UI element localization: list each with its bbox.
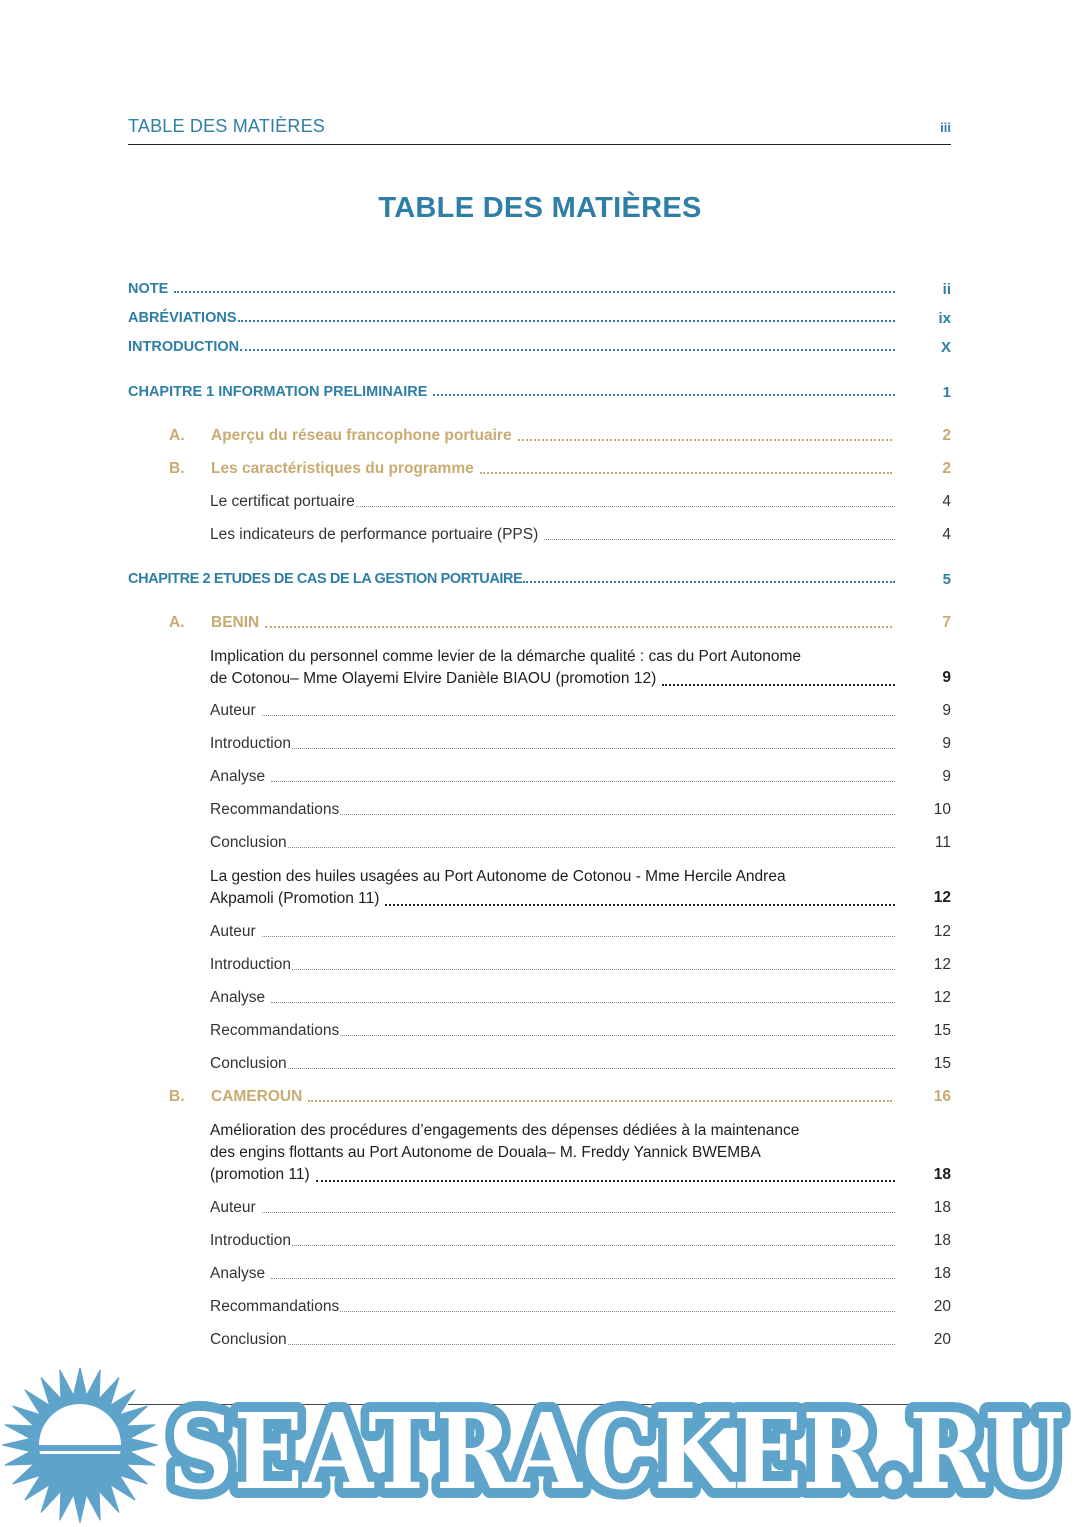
dot-leader <box>544 539 895 540</box>
watermark <box>0 1368 1080 1527</box>
toc-entry-case-2-auteur[interactable] <box>210 923 899 941</box>
toc-label: Auteur <box>210 923 256 940</box>
toc-entry-case-3-introduction[interactable] <box>210 1232 899 1250</box>
toc-page-note: ii <box>942 281 951 298</box>
dot-leader <box>340 814 895 815</box>
toc-entry-indicateurs[interactable] <box>210 526 899 544</box>
toc-entry-case-1-analyse[interactable] <box>210 768 899 786</box>
toc-page-certificat: 4 <box>942 493 951 510</box>
dot-leader <box>518 439 892 441</box>
toc-entry-case-2-analyse[interactable] <box>210 989 899 1007</box>
section-letter: A. <box>169 614 185 631</box>
dot-leader <box>292 1245 895 1246</box>
running-header-page-number: iii <box>940 120 951 135</box>
dot-leader <box>523 581 895 583</box>
dot-leader <box>262 715 895 716</box>
toc-page: 11 <box>934 834 951 851</box>
dot-leader <box>262 936 895 937</box>
dot-leader <box>265 626 892 628</box>
dot-leader <box>238 320 896 322</box>
dot-leader <box>271 1278 895 1279</box>
toc-label: Les caractéristiques du programme <box>211 460 474 477</box>
dot-leader <box>480 472 892 474</box>
toc-label: Recommandations <box>210 1298 340 1315</box>
toc-page: 12 <box>933 923 951 940</box>
watermark-text: SEATRACKER.RU <box>168 1390 1064 1513</box>
toc-page-chapter-1-b: 2 <box>942 460 951 477</box>
toc-label: INTRODUCTION <box>128 339 240 355</box>
dot-leader <box>288 847 895 848</box>
dot-leader <box>340 1311 895 1312</box>
section-letter: B. <box>169 1088 185 1105</box>
dot-leader <box>356 506 895 507</box>
running-header-title: TABLE DES MATIÈRES <box>128 116 325 136</box>
section-letter: B. <box>169 460 185 477</box>
toc-label: Analyse <box>210 1265 266 1282</box>
toc-label-line: des engins flottants au Port Autonome de Douala– M. Freddy Yannick BWEMBA <box>210 1144 761 1161</box>
dot-leader <box>262 1212 895 1213</box>
dot-leader <box>240 349 895 351</box>
toc-entry-case-3-conclusion[interactable] <box>210 1331 899 1349</box>
toc-label-line: de Cotonou– Mme Olayemi Elvire Danièle BIAOU (promotion 12) <box>210 670 657 687</box>
toc-label: ABRÉVIATIONS <box>128 310 237 326</box>
dot-leader <box>292 969 895 970</box>
toc-page: 18 <box>933 1199 951 1216</box>
toc-entry-cameroun[interactable] <box>169 1088 896 1106</box>
toc-label: Analyse <box>210 989 266 1006</box>
toc-page: 15 <box>933 1022 951 1039</box>
toc-label: Introduction <box>210 956 291 973</box>
toc-label-line: Implication du personnel comme levier de la démarche qualité : cas du Port Autonome <box>210 648 802 665</box>
toc-label: CHAPITRE 2 ETUDES DE CAS DE LA GESTION PORTUAIRE <box>128 571 523 587</box>
toc-label: CHAPITRE 1 INFORMATION PRELIMINAIRE <box>128 384 428 400</box>
toc-page: 20 <box>933 1298 951 1315</box>
dot-leader <box>340 1035 895 1036</box>
toc-label: Conclusion <box>210 1331 287 1348</box>
toc-entry-case-3-auteur[interactable] <box>210 1199 899 1217</box>
section-letter: A. <box>169 427 185 444</box>
toc-page-introduction: X <box>940 339 951 356</box>
toc-entry-chapter-1-a[interactable] <box>169 427 896 445</box>
dot-leader <box>316 1180 895 1182</box>
toc-entry-case-3-recommandations[interactable] <box>210 1298 899 1316</box>
toc-page-benin: 7 <box>942 614 951 631</box>
toc-label-line: (promotion 11) <box>210 1166 310 1183</box>
dot-leader <box>662 684 895 686</box>
toc-page: 15 <box>933 1055 951 1072</box>
dot-leader <box>385 904 895 906</box>
toc-label: Conclusion <box>210 1055 287 1072</box>
toc-entry-case-2-introduction[interactable] <box>210 956 899 974</box>
toc-label: Analyse <box>210 768 266 785</box>
sun-logo-icon <box>2 1368 158 1523</box>
toc-label: Recommandations <box>210 801 340 818</box>
toc-entry-case-1-recommandations[interactable] <box>210 801 899 819</box>
toc-entry-case-2-conclusion[interactable] <box>210 1055 899 1073</box>
dot-leader <box>308 1100 892 1102</box>
toc-entry-benin[interactable] <box>169 614 896 632</box>
toc-page: 10 <box>933 801 951 818</box>
toc-entry-case-2-recommandations[interactable] <box>210 1022 899 1040</box>
toc-entry-case-1[interactable] <box>210 646 899 690</box>
toc-page-case-1: 9 <box>942 669 951 686</box>
toc-entry-case-1-introduction[interactable] <box>210 735 899 753</box>
toc-label: Les indicateurs de performance portuaire (PPS) <box>210 526 539 543</box>
toc-label: Recommandations <box>210 1022 340 1039</box>
toc-page-chapter-2: 5 <box>942 571 951 588</box>
toc-entry-introduction[interactable] <box>128 339 899 355</box>
toc-label: NOTE <box>128 281 169 297</box>
running-header <box>128 116 951 145</box>
toc-label: CAMEROUN <box>211 1088 303 1105</box>
dot-leader <box>288 1344 895 1345</box>
toc-label: BENIN <box>211 614 260 631</box>
toc-entry-case-2[interactable] <box>210 866 899 910</box>
dot-leader <box>292 748 895 749</box>
dot-leader <box>271 1002 895 1003</box>
toc-page: 18 <box>933 1232 951 1249</box>
toc-label-line: Akpamoli (Promotion 11) <box>210 890 380 907</box>
dot-leader <box>174 291 895 293</box>
toc-page: 9 <box>942 768 951 785</box>
toc-label-line: Amélioration des procédures d’engagements des dépenses dédiées à la maintenance <box>210 1122 800 1139</box>
page-title: TABLE DES MATIÈRES <box>378 192 702 224</box>
toc-page: 18 <box>933 1265 951 1282</box>
toc-entry-chapter-1-b[interactable] <box>169 460 896 478</box>
toc-entry-case-3-analyse[interactable] <box>210 1265 899 1283</box>
toc-entry-case-1-auteur[interactable] <box>210 702 899 720</box>
toc-page: 9 <box>942 702 951 719</box>
toc-page-cameroun: 16 <box>933 1088 951 1105</box>
toc-label-line: La gestion des huiles usagées au Port Autonome de Cotonou - Mme Hercile Andrea <box>210 868 786 885</box>
toc-page: 12 <box>933 989 951 1006</box>
toc-label: Auteur <box>210 1199 256 1216</box>
toc-page-case-2: 12 <box>933 889 951 906</box>
dot-leader <box>433 394 895 396</box>
toc-page-chapter-1-a: 2 <box>942 427 951 444</box>
toc-page: 9 <box>942 735 951 752</box>
toc-entry-case-1-conclusion[interactable] <box>210 834 899 852</box>
dot-leader <box>271 781 895 782</box>
toc-entry-case-3[interactable] <box>210 1120 899 1186</box>
toc-label: Introduction <box>210 735 291 752</box>
toc-page: 12 <box>933 956 951 973</box>
toc-entry-chapter-2[interactable] <box>128 571 899 587</box>
toc-page-indicateurs: 4 <box>942 526 951 543</box>
dot-leader <box>288 1068 895 1069</box>
toc-label: Aperçu du réseau francophone portuaire <box>211 427 512 444</box>
toc-page-chapter-1: 1 <box>942 384 951 401</box>
toc-entry-abbreviations[interactable] <box>128 310 899 326</box>
toc-label: Le certificat portuaire <box>210 493 355 510</box>
toc-label: Introduction <box>210 1232 291 1249</box>
toc-page-abbreviations: ix <box>938 310 951 327</box>
toc-entry-certificat[interactable] <box>210 493 899 511</box>
toc-page: 20 <box>933 1331 951 1348</box>
toc-entry-note[interactable] <box>128 281 899 297</box>
toc-page-case-3: 18 <box>933 1166 951 1183</box>
toc-label: Auteur <box>210 702 256 719</box>
toc-entry-chapter-1[interactable] <box>128 384 899 400</box>
toc-label: Conclusion <box>210 834 287 851</box>
